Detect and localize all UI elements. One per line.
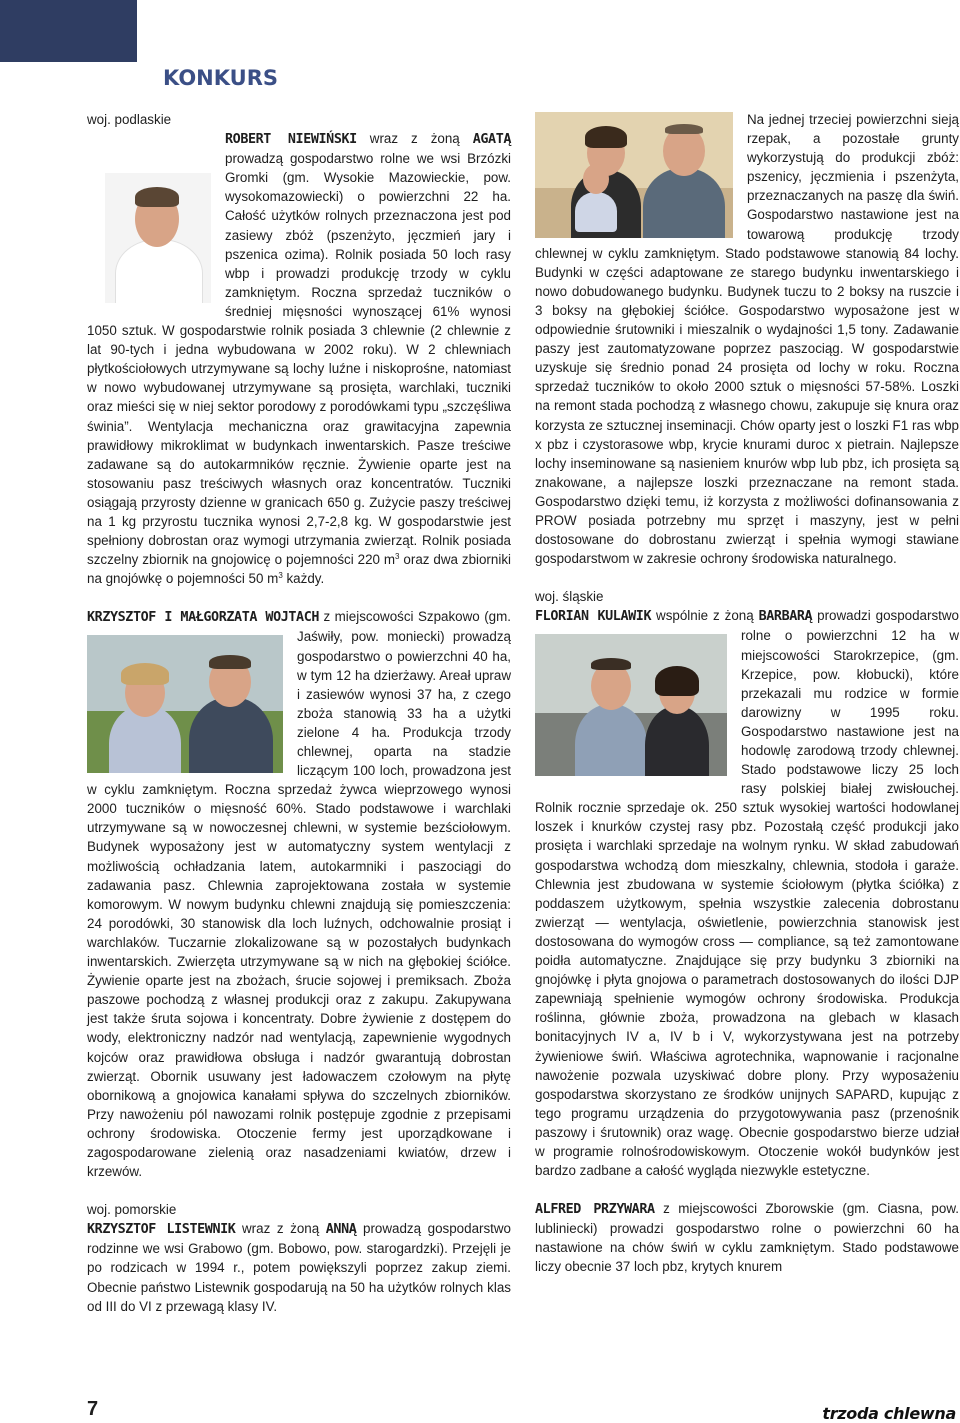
region-label: woj. pomorskie xyxy=(87,1202,177,1218)
page-number: 7 xyxy=(87,1398,99,1420)
article-listewnik-continued: Na jednej trzeciej powierzchni sieją rzepak, a pozostałe grunty wykorzystują do produkcji zbóż: pszenicy, jęczmienia i pszenżyta, przeznaczanych na paszę dla świń. Gospodarstwo nastawione jest na towarową produkcję trzody chlewnej w cyklu zamkniętym. Stado podstawowe stanowią 84 lochy. Budynki w części adaptowane ze starego budynku inwentarskiego i nowo dobudowanego budynku. Budynek tuczu to 2 boksy na ruszcie i 3 boksy na głębokiej ściółce. Gospodarstwo wyposażone jest w odpowiednie śrutowniki i mieszalnik o wydajności 1,5 tony. Zadawanie paszy jest zautomatyzowane poprzez paszociąg. W gospodarstwie uzyskuje się średnio ponad 24 prosięta od lochy w roku. Roczna sprzedaż tuczników to około 2000 sztuk o mięsności 57-58%. Loszki na remont stada pochodzą z własnego chowu, zakupuje się knura oraz korzysta ze sztucznej inseminacji. Chów oparty jest o loszki F1 ras wbp x pbz i czystorasowe wbp, krycie knurami duroc x pietrain. Najlepsze lochy inseminowane są nasieniem knurów wbp lub pbz, ich prosięta są znakowane, a najlepsze loszki przeznaczane na remont stada. Gospodarstwo dzięki temu, iż korzysta z możliwości dofinansowania z PROW posiada potrzebny mu sprzęt i maszyny, jest w pełni dostosowane do dobrostanu zwierząt i spełnia wymogi stawiane gospodarstwom w zakresie ochrony środowiska naturalnego. xyxy=(535,112,959,567)
article-przywara: ALFRED PRZYWARA z miejscowości Zborowskie (gm. Ciasna, pow. lubliniecki) prowadzi gospodarstwo rolne o powierzchni 60 ha nastawione na chów świń w cyklu zamkniętym. Stado podstawowe liczy obecnie 37 loch pbz, krytych knurem xyxy=(535,1201,959,1275)
article-niewinski: ROBERT NIEWIŃSKI wraz z żoną AGATĄ prowadzą gospodarstwo rolne we wsi Brzózki Gromki (gm. Wysokie Mazowieckie, pow. wysokomazowiecki) o powierzchni 22 ha. Całość użytków rolnych przeznaczona jest pod zasiewy zbóż (pszenżyto, jęczmień jary i pszenica ozima). Rolnik posiada 50 loch rasy wbp i prowadzi produkcję trzody w cyklu zamkniętym. Roczna sprzedaż tuczników o średniej mięsności wynoszącej 61% wynosi 1050 sztuk. W gospodarstwie rolnik posiada 3 chlewnie (2 chlewnie z lat 90-tych i jedna wybudowana w 2002 roku). W 2 chlewniach płytkościołowych utrzymywane są lochy luźne i niskoprośne, natomiast w nowo wybudowanej utrzymywane są prosięta, warchlaki, tuczniki oraz mieści się w niej sektor porodowy z porodówkami typu „szczęśliwa świnia”. Wentylacja mechaniczna oraz grawitacyjna zapewnia prawidłowy mikroklimat w budynkach inwentarskich. Pasze treściwe zadawane są do autokarmników ręcznie. Żywienie oparte jest na stosowaniu pasz treściwych własnych oraz koncentratów. Tuczniki osiągają przyrosty dzienne w granicach 650 g. Zużycie paszy treściwej na 1 kg przyrostu tucznika wynosi 2,7-2,8 kg. W gospodarstwie jest spełniony dobrostan oraz wymogi utrzymania zwierząt. Rolnik posiada szczelny zbiornik na gnojowicę o pojemności 220 $m^3$ oraz dwa zbiorniki na gnojówkę o pojemności 50 $m^3$ każdy. xyxy=(87,131,512,587)
farmer-name: ALFRED PRZYWARA xyxy=(535,1202,655,1218)
region-label: woj. śląskie xyxy=(535,589,604,605)
article-wojtach: KRZYSZTOF I MAŁGORZATA WOJTACH z miejscowości Szpakowo (gm. Jaświły, pow. moniecki) prowadzą gospodarstwo o powierzchni 40 ha, w tym 12 ha dzierżawy. Areał upraw i zasiewów wynosi 37 ha, z czego zboża stanowią 33 ha a użytki zielone 4 ha. Produkcja trzody chlewnej, oparta na stadzie liczącym 100 loch, prowadzona jest w cyklu zamkniętym. Roczna sprzedaż żywca wieprzowego wynosi 2000 tuczników o mięsność 60%. Stado podstawowe i warchlaki utrzymywane są w nowoczesnej chlewni, w systemie bezściołowym. Budynek wyposażony jest w automatyczny system wentylacji z możliwością ochładzania latem, autokarmniki i paszociągi do zadawania pasz. Chlewnia zaprojektowana została w systemie komorowym. W nowym budynku chlewni znajdują się pomieszczenia: 24 porodówki, 30 stanowisk dla loch luźnych, odchowalnie prosiąt i warchlaków. Tuczarnie zlokalizowane są w pozostałych budynkach inwentarskich. Zwierzęta utrzymywane są w nich na głębokiej ściółce. Żywienie oparte jest na zbożach, śrucie sojowej i premiksach. Zboża paszowe pochodzą z własnej produkcji oraz z zakupu. Zakupywana jest także śruta sojowa i koncentraty. Dobre żywienie z dostępem do wody, elektroniczny nadzór nad wentylacją, zapewnienie wygodnych kojców oraz prawidłowa obsługa i nadzór gwarantują dobrostan zwierząt. Obornik usuwany jest ładowaczem czołowym na płytę obornikową a gnojowica kanałami spływa do szczelnych zbiorników. Przy nawożeniu pól nawozami rolnik postępuje zgodnie z przepisami ochrony środowiska. Otoczenie fermy jest uporządkowane i zagospodarowane zielenią oraz nasadzeniami kwiatów, drzew i krzewów. xyxy=(87,609,511,1180)
article-listewnik: KRZYSZTOF LISTEWNIK wraz z żoną ANNĄ prowadzą gospodarstwo rodzinne we wsi Grabowo (gm. Bobowo, pow. starogardzki). Przejęli je po rodzicach w 1994 r., potem powiększyli poprzez zakup ziemi. Obecnie państwo Listewnik gospodarują na 50 ha użytków rolnych klas od III do VI z przewagą klasy IV. xyxy=(87,1221,512,1314)
left-column xyxy=(87,110,511,1316)
article-kulawik: FLORIAN KULAWIK wspólnie z żoną BARBARĄ prowadzi gospodarstwo rolne o powierzchni 12 ha w miejscowości Starokrzepice, (gm. Krzepice, pow. kłobucki), które przekazali mu rodzice w formie darowizny w 1995 roku. Gospodarstwo nastawione jest na hodowlę zarodową trzody chlewnej. Stado podstawowe liczy 25 loch rasy polskiej białej zwisłouchej. Rolnik rocznie sprzedaje ok. 250 sztuk wysokiej wartości hodowlanej loszek i knurków czystej rasy pbz. Pozostałą część produkcji jako prosięta i warchlaki sprzedaje na wolnym rynku. W skład zabudowań gospodarstwa wchodzą dom mieszkalny, chlewnia, stodoła i garaże. Chlewnia jest zbudowana w systemie ściołowym (płytka ściółka) z poddaszem użytkowym, spełnia wszystkie zalecenia dobrostanu zwierząt — wentylacja, oświetlenie, powierzchnia stanowisk jest dostosowana do wymogów cross — compliance, są też zamontowane poidła automatyczne. Znajdujące się przy budynku 3 zbiorniki na gnojówkę i płyta gnojowa o parametrach dostosowanych do ilości DJP zapewniają spełnienie wymogów ochrony środowiska. Produkcja roślinna, głównie zboża, prowadzona na glebach w klasach bonitacyjnych IV a, IV b i V, wykorzystywana jest na potrzeby żywieniowe świń. Właściwa agrotechnika, wapnowanie i racjonalne nawożenie pozwala uzyskiwać dobre plony. Przy wyposażeniu gospodarstwa skorzystano ze środków unijnych SAPARD, kupując z tego programu urządzenia do przygotowywania pasz (przenośnik paszowy i śrutownik) oraz wagę. Obecnie gospodarstwo bierze udział w programie rolnośrodowiskowym. Otoczenie wokół budynków jest bardzo zadbane a całość wygląda niezwykle estetyczne. xyxy=(535,608,959,1179)
farmer-name: FLORIAN KULAWIK xyxy=(535,609,652,625)
right-column xyxy=(535,110,959,1277)
header-color-block xyxy=(0,0,137,62)
wife-name: AGATĄ xyxy=(472,132,512,148)
farmer-name: ROBERT NIEWIŃSKI xyxy=(225,132,357,148)
photo-kulawik-couple xyxy=(535,634,727,776)
region-label: woj. podlaskie xyxy=(87,112,172,127)
wife-name: ANNĄ xyxy=(325,1222,357,1238)
photo-robert-niewinski xyxy=(105,173,211,303)
photo-listewnik-family xyxy=(535,112,733,238)
farmer-name: KRZYSZTOF I MAŁGORZATA WOJTACH xyxy=(87,610,320,626)
wife-name: BARBARĄ xyxy=(758,609,813,625)
magazine-name: trzoda chlewna xyxy=(822,1404,956,1423)
photo-wojtach-couple xyxy=(87,635,283,773)
section-title: KONKURS xyxy=(163,66,279,90)
farmer-name: KRZYSZTOF LISTEWNIK xyxy=(87,1222,236,1238)
